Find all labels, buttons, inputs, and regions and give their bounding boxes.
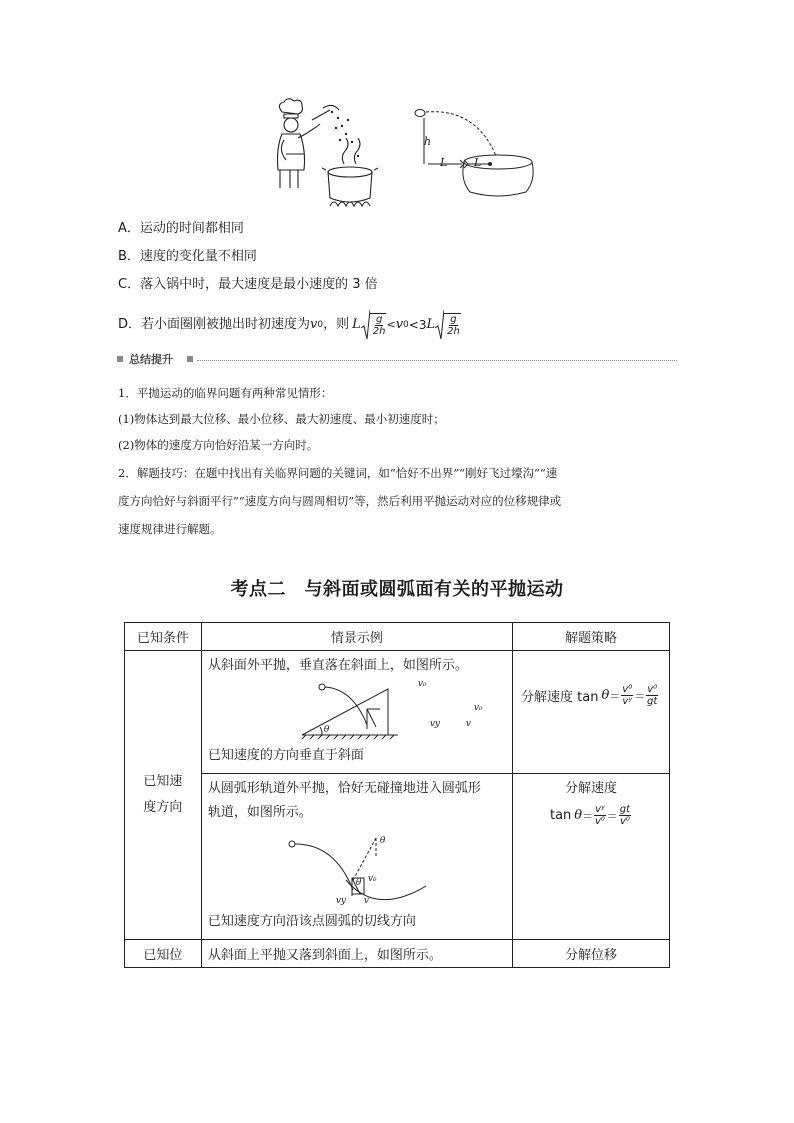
strategy1-eq2: ＝ xyxy=(634,689,646,703)
scene-cell-1 xyxy=(201,651,512,774)
projectile-pot-diagram xyxy=(410,104,534,200)
strategy2-line1: 分解速度 xyxy=(565,781,618,796)
frac-g-2: g xyxy=(450,314,457,325)
group-label-position: 已知位 xyxy=(125,940,202,968)
scene2-bottom-text: 已知速度方向沿该点圆弧的切线方向 xyxy=(207,914,416,929)
strategy-cell-2 xyxy=(513,774,670,940)
option-d-v0b: v xyxy=(395,317,404,332)
strategy1-prefix: 分解速度 tan xyxy=(521,690,599,705)
fig2-theta2: θ xyxy=(355,878,362,888)
option-d-prefix: D．若小面圈刚被抛出时初速度为 xyxy=(118,317,311,332)
fig1-v0: v₀ xyxy=(417,679,427,689)
fig1-theta: θ xyxy=(323,725,330,735)
arc-diagram xyxy=(286,836,436,906)
option-d-lt1: < xyxy=(386,318,396,331)
fig1-v: v xyxy=(465,719,471,729)
frac-g-1: g xyxy=(375,314,383,325)
fig2-theta1: θ xyxy=(379,836,386,846)
square-bullet-icon xyxy=(117,356,123,362)
summary-line-2: (1)物体达到最大位移、最小位移、最大初速度、最小初速度时； xyxy=(118,412,445,426)
group-label-velocity xyxy=(125,651,202,940)
square-bullet-icon xyxy=(187,356,193,362)
option-d-sub: 0 xyxy=(317,320,324,330)
label-L1: L xyxy=(440,156,448,169)
summary-line-5: 度方向恰好与斜面平行”“速度方向与圆周相切”等，然后利用平抛运动对应的位移规律或 xyxy=(118,494,562,508)
summary-line-3: (2)物体的速度方向恰好沿某一方向时。 xyxy=(118,438,319,452)
strategy1-f1-den: vʸ xyxy=(622,696,633,707)
strategy2-eq1: ＝ xyxy=(582,809,594,823)
label-h: h xyxy=(424,135,432,148)
sqrt-1 xyxy=(361,310,387,340)
table-row xyxy=(125,940,670,968)
scene3-top-text: 从斜面上平抛又落到斜面上，如图所示。 xyxy=(201,940,512,968)
option-d-lt2: <3 xyxy=(408,318,427,332)
label-L2: L xyxy=(474,156,482,169)
strategy2-theta: θ xyxy=(574,808,583,823)
sqrt-2 xyxy=(435,310,461,340)
dotted-rule xyxy=(197,360,677,361)
table-row xyxy=(125,774,670,940)
group-label-line1: 已知速 xyxy=(143,774,183,789)
fig2-v: v xyxy=(363,896,369,906)
chef-pot-illustration xyxy=(268,98,384,212)
group-label-line2: 度方向 xyxy=(143,800,183,815)
fig2-vy: vy xyxy=(335,896,346,906)
summary-heading-label: 总结提升 xyxy=(129,353,173,366)
summary-heading xyxy=(117,352,677,368)
strategy1-f2-num: v⁰ xyxy=(647,684,658,695)
option-d-v0: v xyxy=(310,317,318,332)
option-c: C．落入锅中时，最大速度是最小速度的 3 倍 xyxy=(118,277,378,292)
strategy3-text: 分解位移 xyxy=(513,940,670,968)
scene1-top-text: 从斜面外平抛，垂直落在斜面上，如图所示。 xyxy=(207,658,468,673)
table-header-row xyxy=(125,623,670,651)
summary-line-6: 速度规律进行解题。 xyxy=(118,522,222,536)
option-d xyxy=(118,310,461,340)
frac-2h-1: 2h xyxy=(372,326,386,337)
strategy1-f2-den: gt xyxy=(647,696,658,707)
scene2-top-text: 从圆弧形轨道外平抛，恰好无碰撞地进入圆弧形 轨道，如图所示。 xyxy=(207,781,481,820)
strategy1-theta: θ xyxy=(601,688,610,703)
strategy2-f2-num: gt xyxy=(619,804,631,815)
strategy2-prefix: tan xyxy=(549,808,572,823)
table-row xyxy=(125,651,670,774)
incline-diagram-1 xyxy=(302,679,412,743)
option-a: A．运动的时间都相同 xyxy=(118,221,244,236)
strategy2-f1-den: v⁰ xyxy=(594,816,605,827)
scene-cell-2 xyxy=(201,774,512,940)
fig1-v0b: v₀ xyxy=(473,703,483,713)
option-d-L2: L xyxy=(426,317,436,332)
option-d-mid: ，则 xyxy=(323,317,350,332)
strategy2-eq2: ＝ xyxy=(606,809,618,823)
frac-2h-2: 2h xyxy=(447,326,460,337)
strategy2-f2-den: v⁰ xyxy=(619,816,630,827)
option-b: B．速度的变化量不相同 xyxy=(118,249,257,264)
strategy-cell-1 xyxy=(513,651,670,774)
option-d-subb: 0 xyxy=(403,320,409,330)
scene1-bottom-text: 已知速度的方向垂直于斜面 xyxy=(207,748,364,763)
header-scene: 情景示例 xyxy=(201,623,512,651)
summary-line-1: 1．平抛运动的临界问题有两种常见情形： xyxy=(118,386,333,400)
header-condition: 已知条件 xyxy=(125,623,202,651)
option-d-L: L xyxy=(352,317,361,332)
strategy1-eq1: ＝ xyxy=(609,689,621,703)
section-title: 考点二 与斜面或圆弧面有关的平抛运动 xyxy=(230,579,564,600)
strategy2-f1-num: vʸ xyxy=(595,804,605,815)
fig2-v0: v₀ xyxy=(367,874,377,884)
fig1-vy: vy xyxy=(429,719,440,729)
summary-line-4: 2．解题技巧：在题中找出有关临界问题的关键词，如“恰好不出界”“刚好飞过壕沟”“速 xyxy=(118,466,558,480)
strategy1-f1-num: v⁰ xyxy=(622,684,633,695)
strategy-table xyxy=(124,622,670,968)
header-strategy: 解题策略 xyxy=(513,623,670,651)
